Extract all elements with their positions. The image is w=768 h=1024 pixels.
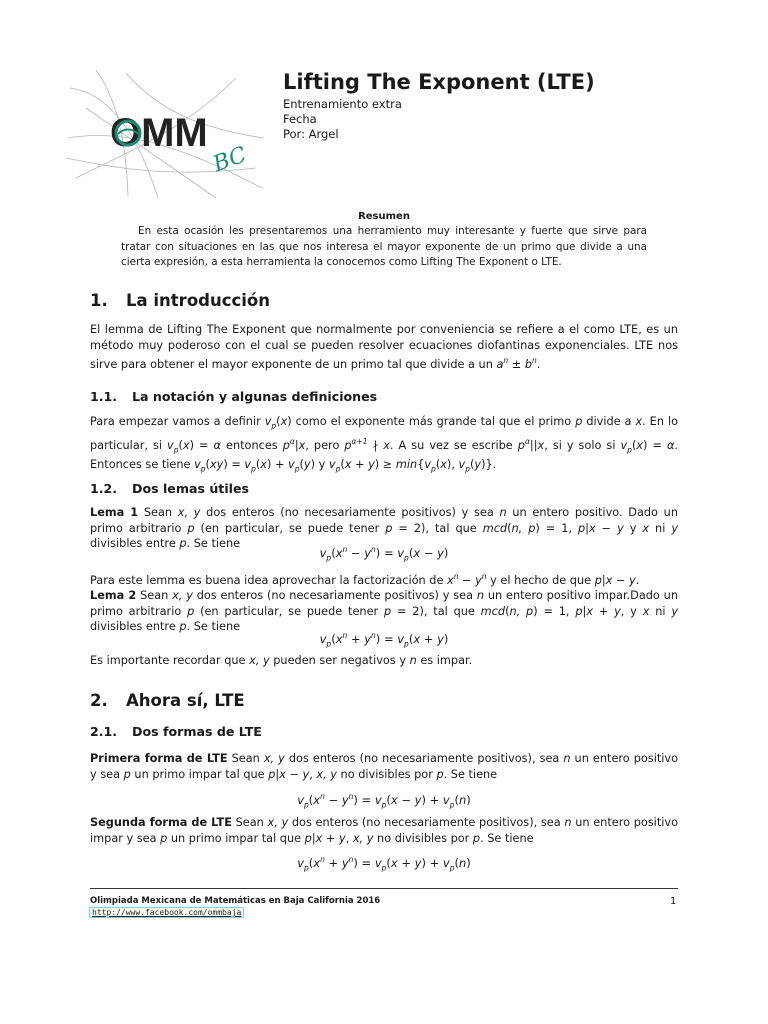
footer-text: Olimpiada Mexicana de Matemáticas en Baja California 2016 [90, 896, 381, 906]
title-meta [283, 97, 402, 142]
text-run: . Entonces se tiene [90, 438, 679, 472]
lema-1-paragraph: Lema 1 Sean x, y dos enteros (no necesariamente positivos) y sea n un entero positivo. Dado un primo arbitrario p (en particular, se puede tener p = 2), tal que mcd(n, p) = 1, p|x − y y x ni y divisibles entre p. Se tiene [90, 506, 678, 550]
equation-first-form: $v_p(x^n - y^n) = v_p(x - y) + v_p(n)$ [297, 792, 471, 810]
text-run: dos enteros (no necesariamente positivos) y sea [192, 589, 477, 603]
text-run: es impar. [416, 654, 473, 667]
section-number: 2. [90, 691, 108, 710]
subsection-title: La notación y algunas definiciones [132, 389, 378, 404]
text-run: pueden ser negativos y [269, 654, 410, 667]
omm-bc-logo [66, 68, 266, 203]
text-run: . A su vez se escribe [389, 438, 518, 452]
footer-link[interactable]: http://www.facebook.com/ommbaja [89, 907, 244, 918]
text-run: Sean [136, 589, 173, 603]
text-run: . Se tiene [480, 831, 534, 845]
text-run: . Se tiene [443, 767, 498, 781]
lema-2-paragraph: Para este lemma es buena idea aprovechar la factorización de $x^n - y^n$ y el hecho de que p|x − y. Lema 2 Sean x, y dos enteros (no necesariamente positivos) y sea n un entero positivo impar.Dado un primo arbitrario p (en particular, se puede tener p = 2), tal que mcd(n, p) = 1, p|x + y, y x ni y divisibles entre p. Se tiene [90, 572, 678, 634]
subtitle: Entrenamiento extra [283, 97, 402, 111]
text-run: dos enteros (no necesariamente positivos) y sea [200, 506, 500, 519]
subsection-number: 1.2. [90, 481, 118, 496]
paragraph-text: El lemma de Lifting The Exponent que normalmente por conveniencia se refiere a el como LTE, es un método muy poderoso con el cual se pueden resolver ecuaciones diofantinas exponenciales. LTE nos sirve para obtener el mayor exponente de un primo tal que divide a un [90, 323, 678, 371]
subsection-2-1-heading [90, 724, 262, 739]
text-run: un entero positivo impar.Dado un primo arbitrario [90, 589, 678, 618]
text-run: . En lo particular, si [90, 415, 678, 452]
section-number: 1. [90, 291, 108, 310]
abstract-text: En esta ocasión les presentaremos una herramiento muy interesante y fuerte que sirve para tratar con situaciones en las que nos interesa el mayor exponente de un primo que divide a una cierta expresión, a esta herramienta la conocemos como Lifting The Exponent o LTE. [121, 225, 647, 268]
logo-text: OMM [110, 111, 208, 155]
section-1-paragraph: El lemma de Lifting The Exponent que normalmente por conveniencia se refiere a el como LTE, es un método muy poderoso con el cual se pueden resolver ecuaciones diofantinas exponenciales. LTE nos sirve para obtener el mayor exponente de un primo tal que divide a un $a^n \pm b^n$. [90, 323, 678, 371]
date: Fecha [283, 112, 317, 126]
text-run: divisibles entre [90, 620, 180, 634]
equation-lema-2: $v_p(x^n + y^n) = v_p(x + y)$ [319, 631, 449, 649]
text-run: y el hecho de que [486, 573, 595, 587]
second-form-paragraph: Segunda forma de LTE Sean x, y dos enteros (no necesariamente positivos), sea n un entero positivo impar y sea p un primo impar tal que p|x + y, x, y no divisibles por p. Se tiene [90, 816, 678, 845]
text-run: . Se tiene [186, 620, 241, 634]
text-run: Sean [227, 752, 264, 765]
equation-lema-1: $v_p(x^n - y^n) = v_p(x - y)$ [319, 545, 449, 563]
logo-suffix: BC [209, 142, 250, 178]
text-run: un entero positivo impar y sea [90, 816, 678, 845]
text-run: . Se tiene [186, 537, 241, 550]
text-run: como el exponente más grande tal que el primo [291, 415, 576, 428]
page-number: 1 [670, 896, 677, 907]
form-label: Segunda forma de LTE [90, 816, 232, 829]
subsection-1-2-heading [90, 481, 249, 496]
first-form-paragraph: Primera forma de LTE Sean x, y dos enteros (no necesariamente positivos), sea n un entero positivo y sea p un primo impar tal que p|x − y, x, y no divisibles por p. Se tiene [90, 752, 678, 781]
notation-paragraph: Para empezar vamos a definir $v_p(x)$ como el exponente más grande tal que el primo p divide a x. En lo particular, si $v_p(x) = \alpha$ entonces $p^\alpha|x$, pero $p^{\alpha+1}$ ∤ x. A su vez se escribe $p^\alpha||x$, si y solo si $v_p(x) = \alpha$. Entonces se tiene $v_p(xy) = v_p(x) + v_p(y)$ y $v_p(x + y) \ge \min\{v_p(x)$, $v_p(y)$}. [90, 415, 679, 474]
text-run: divisibles entre [90, 537, 180, 550]
lema-label: Lema 1 [90, 506, 139, 519]
text-run: , si y solo si [544, 438, 621, 452]
text-run: ni [649, 604, 672, 618]
text-run: dos enteros (no necesariamente positivos), sea [284, 752, 564, 765]
note-paragraph: Es importante recordar que x, y pueden ser negativos y n es impar. [90, 654, 473, 667]
text-run: un primo impar tal que [130, 767, 269, 781]
lema-label: Lema 2 [90, 589, 137, 603]
abstract-heading: Resumen [358, 211, 410, 222]
text-run: ), tal que [419, 604, 481, 618]
subsection-title: Dos formas de LTE [132, 724, 262, 739]
subsection-number: 2.1. [90, 724, 118, 739]
text-run: Para empezar vamos a definir [90, 415, 265, 428]
subsection-number: 1.1. [90, 389, 118, 404]
form-label: Primera forma de LTE [90, 752, 228, 765]
document-title: Lifting The Exponent (LTE) [283, 70, 595, 94]
section-title: La introducción [126, 291, 271, 310]
text-run: Es importante recordar que [90, 654, 250, 667]
text-run: un primo impar tal que [167, 831, 305, 845]
text-run: Sean [231, 816, 268, 829]
text-run: un entero positivo. Dado un primo arbitrario [90, 506, 678, 535]
text-run: y [315, 458, 329, 472]
text-run: Sean [138, 506, 178, 519]
text-run: dos enteros (no necesariamente positivos), sea [288, 816, 565, 829]
text-run: entonces [220, 438, 283, 452]
equation-second-form: $v_p(x^n + y^n) = v_p(x + y) + v_p(n)$ [297, 855, 471, 873]
text-run: Para este lemma es buena idea aprovechar la factorización de [90, 573, 447, 587]
text-run: no divisibles por [373, 831, 473, 845]
section-2-heading [90, 691, 245, 710]
text-run: (en particular, se puede tener [194, 604, 384, 618]
text-run: divide a [582, 415, 636, 428]
footer-rule [90, 888, 678, 889]
author: Por: Argel [283, 127, 339, 141]
text-run: ), tal que [421, 521, 483, 535]
subsection-title: Dos lemas útiles [132, 481, 250, 496]
section-1-heading [90, 291, 270, 310]
text-run: (en particular, se puede tener [194, 521, 386, 535]
text-run: , pero [305, 438, 345, 452]
section-title: Ahora sí, LTE [126, 691, 245, 710]
subsection-1-1-heading [90, 389, 377, 404]
text-run: no divisibles por [336, 767, 437, 781]
text-run: ni [649, 521, 672, 535]
text-run: un entero positivo y sea [90, 752, 678, 781]
